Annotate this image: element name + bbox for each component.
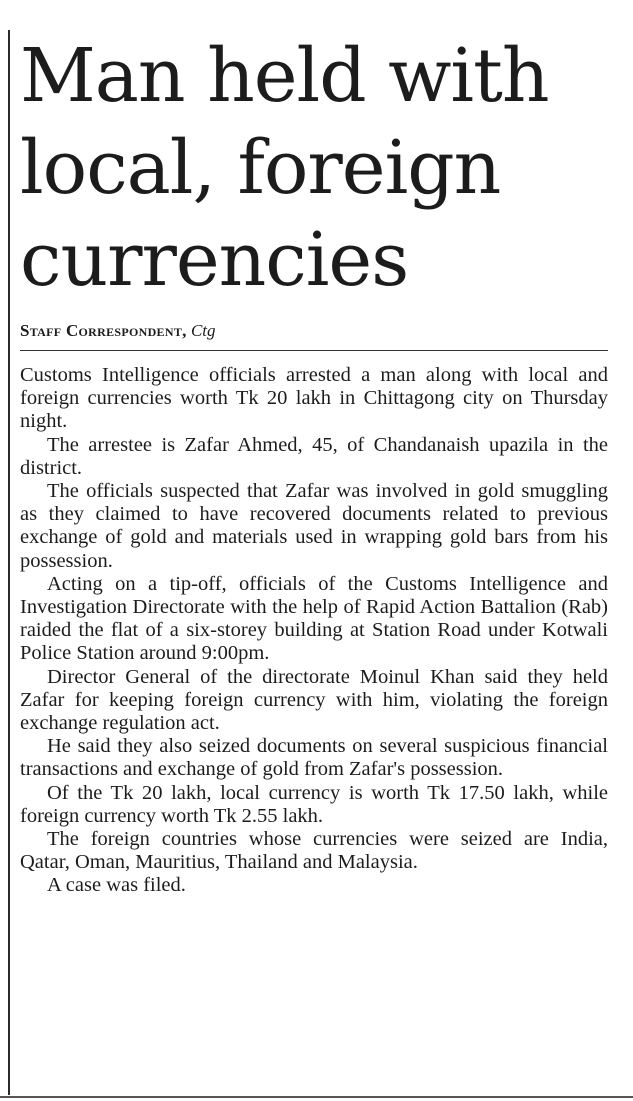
paragraph-5: Director General of the directorate Moinul Khan said they held Zafar for keeping foreign currency with him, violating the foreign exchange regulation act.: [20, 665, 608, 735]
bottom-rule: [0, 1096, 633, 1098]
byline-divider: [20, 350, 608, 351]
paragraph-9: A case was filed.: [47, 874, 186, 897]
paragraph-4: Acting on a tip-off, officials of the Customs Intelligence and Investigation Directorate with the help of Rapid Action Battalion (Rab) raided the flat of a six-storey building at Station Road under Kotwali Police Station around 9:00pm.: [20, 572, 608, 665]
column-left-rule: [8, 30, 10, 1095]
headline: Man held with local, foreign currencies: [20, 33, 549, 303]
byline-location: Ctg: [190, 321, 216, 340]
article-body: [20, 364, 608, 898]
paragraph-8: The foreign countries whose currencies were seized are India, Qatar, Oman, Mauritius, Thailand and Malaysia.: [20, 828, 608, 874]
paragraph-7: Of the Tk 20 lakh, local currency is worth Tk 17.50 lakh, while foreign currency worth Tk 2.55 lakh.: [20, 781, 608, 827]
byline-author: Staff Correspondent,: [20, 321, 187, 340]
paragraph-2: The arrestee is Zafar Ahmed, 45, of Chandanaish upazila in the district.: [20, 433, 608, 479]
paragraph-3: The officials suspected that Zafar was involved in gold smuggling as they claimed to have recovered documents related to previous exchange of gold and materials used in wrapping gold bars from his possession.: [20, 480, 608, 572]
byline: [20, 320, 216, 342]
paragraph-6: He said they also seized documents on several suspicious financial transactions and exchange of gold from Zafar's possession.: [20, 735, 608, 781]
paragraph-1: Customs Intelligence officials arrested a man along with local and foreign currencies worth Tk 20 lakh in Chittagong city on Thursday night.: [20, 364, 608, 433]
